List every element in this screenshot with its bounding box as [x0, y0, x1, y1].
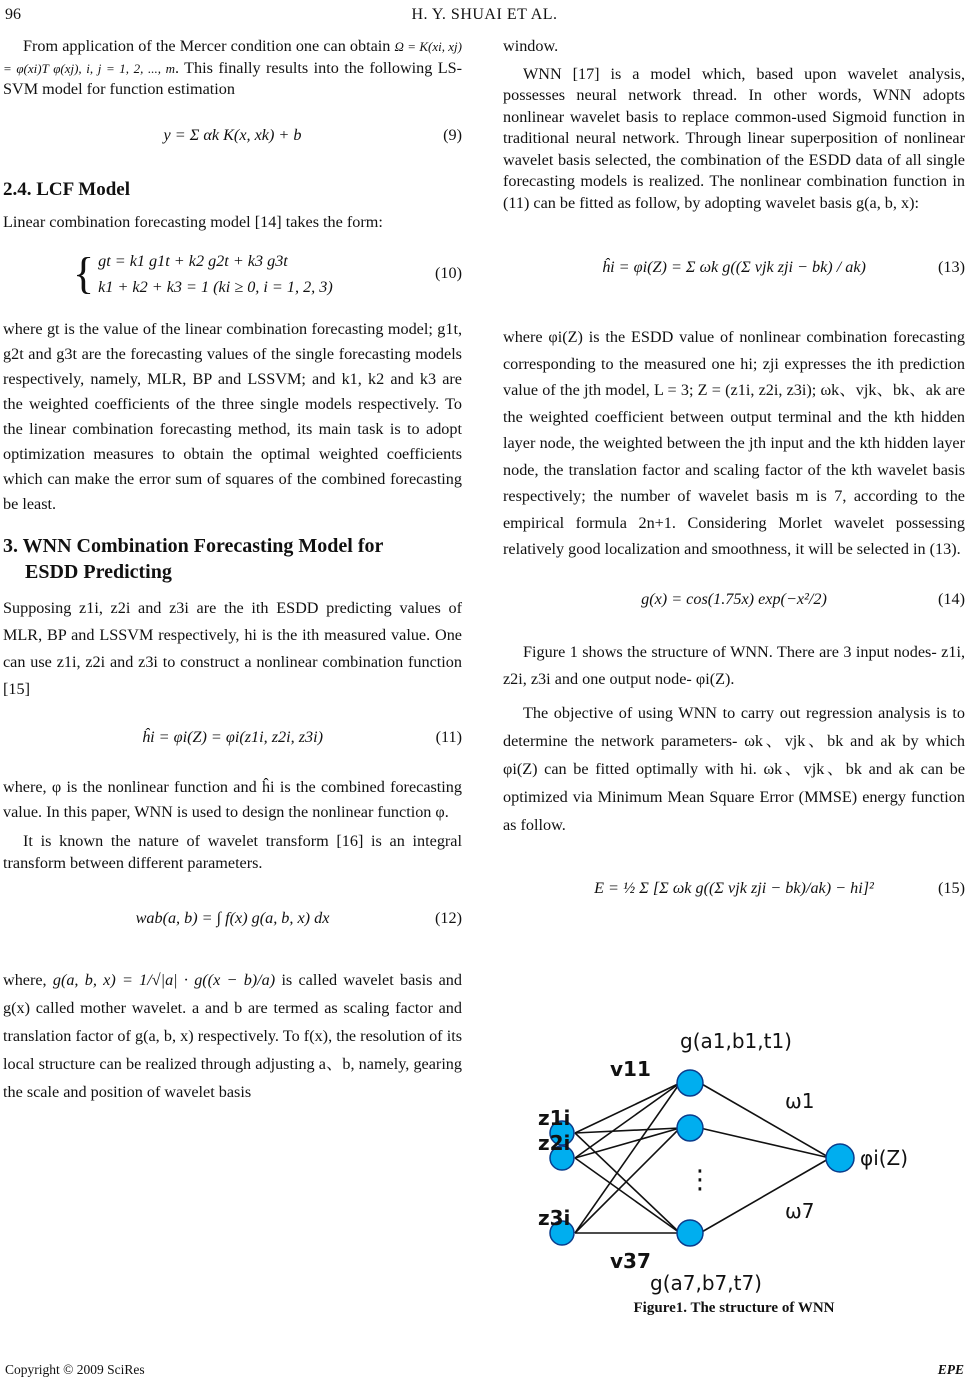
equation-number: (12): [435, 909, 462, 928]
heading-line: ESDD Predicting: [25, 561, 172, 583]
equation-number: (14): [938, 589, 965, 608]
equation-12: [3, 884, 462, 954]
input-label-1: z1i: [538, 1106, 571, 1130]
weight-label-w7: ω7: [785, 1199, 815, 1223]
equation-13: [503, 224, 965, 312]
input-label-2: z2i: [538, 1131, 571, 1155]
equation-9: [3, 111, 462, 161]
wnn-structure-figure: [530, 1018, 950, 1318]
hidden-node-2: [677, 1115, 703, 1141]
paragraph: where gt is the value of the linear combination forecasting model; g1t, g2t and g3t are the forecasting values of the single forecasting models respectively, namely, MLR, BP and LSSVM; and k1, k2 and k3 are the weighted coefficients of the three single models respectively. To the linear combination forecasting method, its main task is to adopt optimization measures to obtain the optimal weighted coefficients which can make the error sum of squares of the combined forecasting be least.: [3, 320, 462, 513]
weight-label-w1: ω1: [785, 1089, 815, 1113]
paragraph: Linear combination forecasting model [14] takes the form:: [3, 212, 383, 231]
weight-label-v37: v37: [610, 1249, 651, 1273]
left-brace: {: [73, 249, 95, 298]
right-column: [503, 36, 965, 941]
hidden-label-top: g(a1,b1,t1): [680, 1029, 792, 1053]
hidden-label-bottom: g(a7,b7,t7): [650, 1271, 762, 1295]
equation-body: wab(a, b) = ∫ f(x) g(a, b, x) dx: [135, 909, 330, 928]
paragraph: The objective of using WNN to carry out regression analysis is to determine the network parameters- ωk、vjk、bk and ak by which φi(Z) can be fitted optimally with hi. ωk、vjk、bk and ak can be optimized via Minimum Mean Square Error (MMSE) energy function as follow.: [503, 703, 965, 834]
equation-body: ĥi = φi(Z) = Σ ωk g((Σ vjk zji − bk) / ak): [602, 258, 866, 277]
equation-number: (13): [938, 258, 965, 277]
output-node: [826, 1144, 854, 1172]
left-column: [3, 36, 462, 1112]
paragraph: It is known the nature of wavelet transform [16] is an integral transform between different parameters.: [3, 832, 462, 872]
section-heading-3: [3, 533, 462, 585]
equation-11: [3, 713, 462, 763]
equation-line: gt = k1 g1t + k2 g2t + k3 g3t: [98, 252, 288, 270]
figure-caption: Figure1. The structure of WNN: [633, 1300, 835, 1316]
equation-number: (10): [435, 264, 462, 283]
hidden-node-7: [677, 1220, 703, 1246]
equation-number: (9): [443, 125, 462, 144]
equation-body: ĥi = φi(Z) = φi(z1i, z2i, z3i): [142, 728, 323, 747]
paragraph: where, φ is the nonlinear function and ĥi is the combined forecasting value. In this paper, WNN is used to design the nonlinear function φ.: [3, 778, 462, 821]
ellipsis-dots: ⋮: [687, 1165, 713, 1195]
equation-number: (15): [938, 878, 965, 897]
equation-15: [503, 849, 965, 929]
paragraph: window.: [503, 37, 559, 55]
section-heading-2-4: 2.4. LCF Model: [3, 178, 131, 200]
paragraph: [3, 966, 462, 1106]
inline-equation: g(a, b, x) = 1/√|a| · g((x − b)/a): [52, 971, 276, 989]
equation-line: k1 + k2 + k3 = 1 (ki ≥ 0, i = 1, 2, 3): [98, 278, 333, 296]
equation-body: y = Σ αk K(x, xk) + b: [163, 125, 302, 144]
text: . This finally results into the following LS-SVM model for function estimation: [3, 58, 462, 98]
page-header: [0, 6, 969, 28]
paragraph: Supposing z1i, z2i and z3i are the ith ESDD predicting values of MLR, BP and LSSVM respectively, hi is the ith measured value. One can use z1i, z2i and z3i to construct a nonlinear combination function [15]: [3, 599, 462, 698]
page-number: 96: [5, 6, 21, 23]
text: From application of the Mercer condition one can obtain: [23, 37, 391, 55]
inline-equation: Ω = K(xi, xj) = φ(xi)T φ(xj), i, j = 1, 2, ..., m: [3, 39, 462, 76]
equation-number: (11): [435, 728, 462, 747]
text: where,: [3, 971, 47, 989]
equation-body: E = ½ Σ [Σ ωk g((Σ vjk zji − bk)/ak) − hi]²: [594, 878, 874, 897]
equation-14: [503, 573, 965, 627]
page-footer: [0, 1362, 969, 1382]
running-authors: H. Y. SHUAI ET AL.: [411, 6, 558, 23]
equation-10: [3, 243, 462, 305]
heading-line: 3. WNN Combination Forecasting Model for: [3, 535, 384, 557]
paragraph: WNN [17] is a model which, based upon wavelet analysis, possesses neural network thread. In other words, WNN adopts nonlinear wavelet basis to replace common-used Sigmoid function in traditional neural network. Through linear superposition of nonlinear wavelet basis selected, the combination of the ESDD data of all single forecasting models is realized. The nonlinear combination function in (11) can be fitted as follow, by adopting wavelet basis g(a, b, x):: [503, 64, 965, 212]
output-label: φi(Z): [860, 1146, 909, 1170]
input-label-3: z3i: [538, 1206, 571, 1230]
hidden-node-1: [677, 1070, 703, 1096]
equation-body: g(x) = cos(1.75x) exp(−x²/2): [641, 589, 827, 608]
weight-label-v11: v11: [610, 1057, 651, 1081]
copyright-text: Copyright © 2009 SciRes: [5, 1362, 145, 1377]
text: is called wavelet basis and g(x) called mother wavelet. a and b are termed as scaling factor and translation factor of g(a, b, x) respectively. To f(x), the resolution of its local structure can be realized through adjusting a、b, namely, gearing the scale and position of wavelet basis: [3, 971, 462, 1101]
paragraph: Figure 1 shows the structure of WNN. There are 3 input nodes- z1i, z2i, z3i and one output node- φi(Z).: [503, 642, 965, 688]
paragraph: [3, 36, 462, 101]
paragraph: where φi(Z) is the ESDD value of nonlinear combination forecasting corresponding to the measured one hi; zji expresses the ith prediction value of the jth model, L = 3; Z = (z1i, z2i, z3i); ωk、vjk、bk、ak are the weighted coefficient between output terminal and the kth hidden layer node, the weighted between the jth input and the kth hidden layer node, the translation factor and scaling factor of the kth wavelet basis respectively; the number of wavelet basis m is 7, according to the empirical formula 2n+1. Considering Morlet wavelet possessing relatively good localization and smoothness, it will be selected in (13).: [503, 328, 965, 558]
journal-name: EPE: [937, 1362, 964, 1377]
